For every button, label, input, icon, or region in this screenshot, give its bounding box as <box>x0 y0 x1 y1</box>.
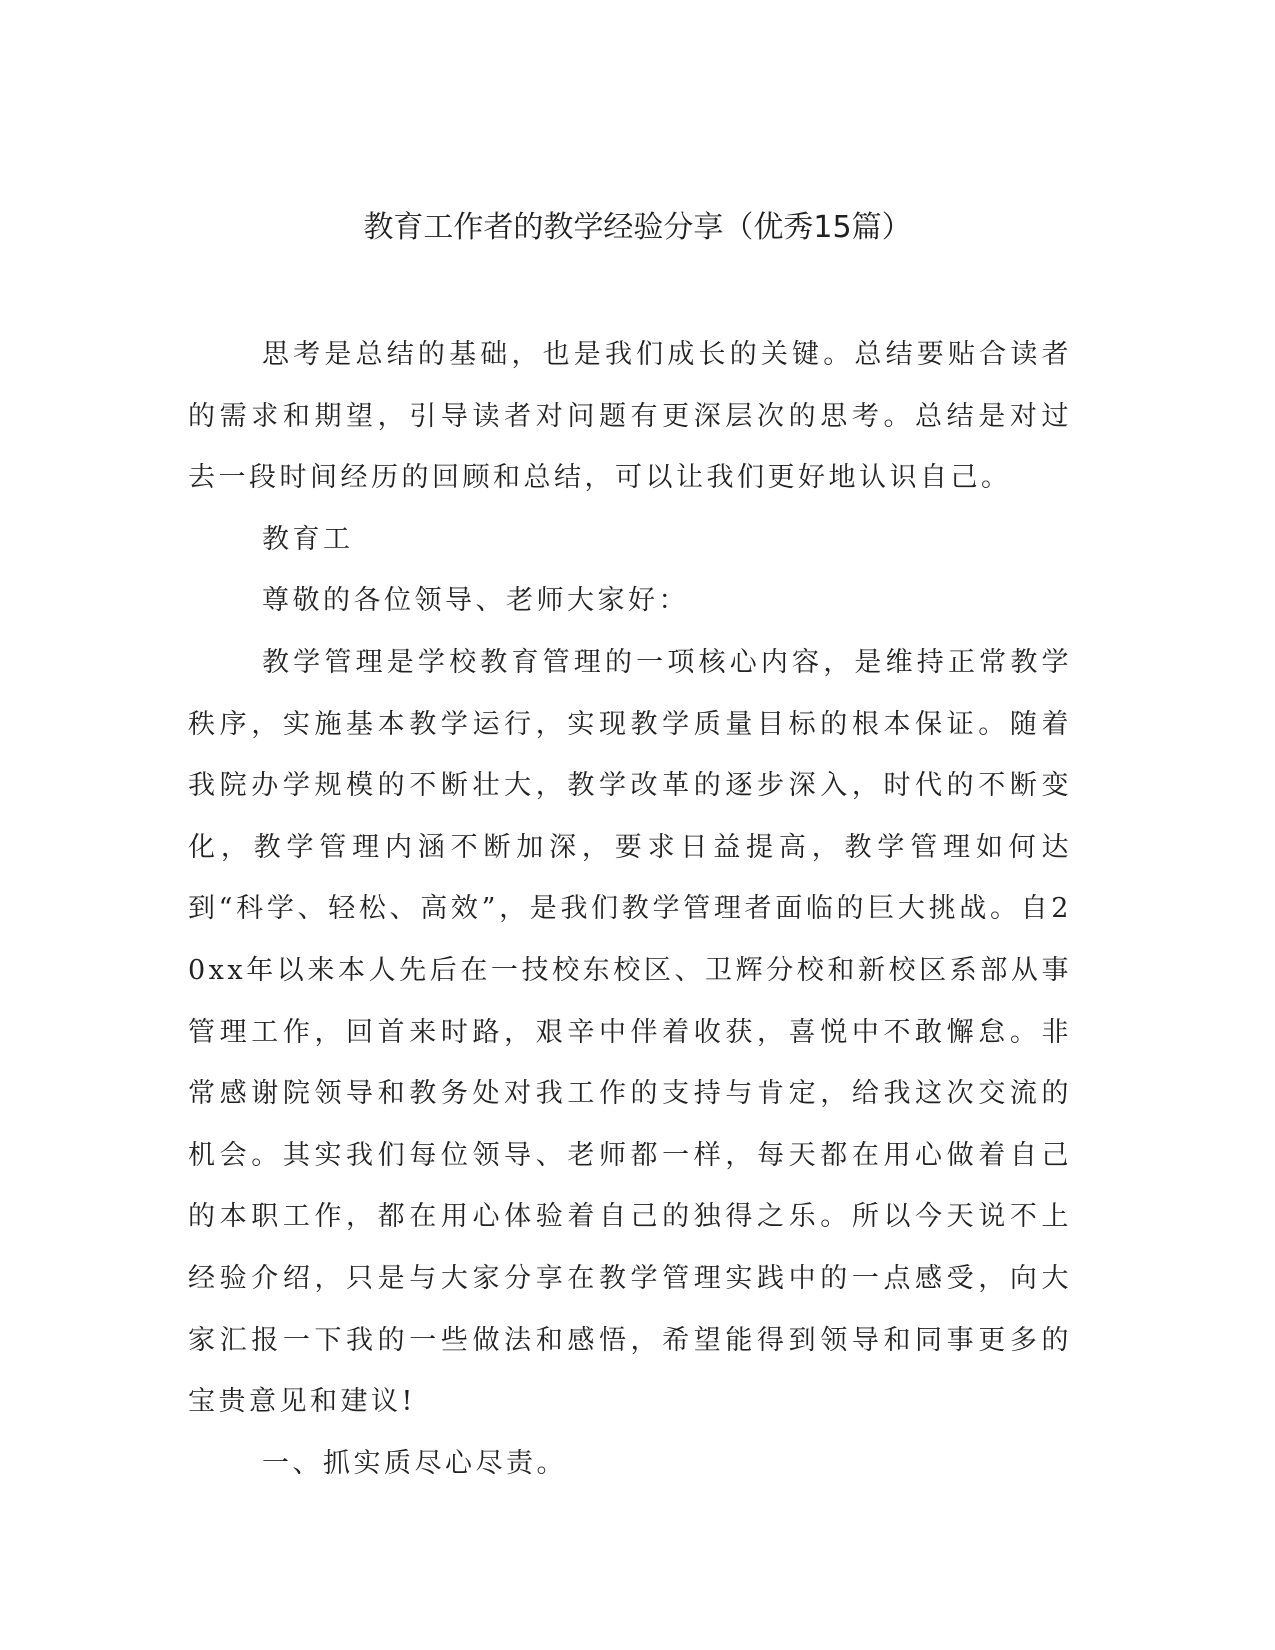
document-body <box>188 324 1072 1494</box>
document-title: 教育工作者的教学经验分享（优秀15篇） <box>363 210 912 245</box>
paragraph-heading-fragment: 教育工 <box>262 523 354 555</box>
paragraph-greeting: 尊敬的各位领导、老师大家好： <box>262 585 689 617</box>
paragraph-section-heading: 一、抓实质尽心尽责。 <box>262 1447 567 1479</box>
paragraph-main: 教学管理是学校教育管理的一项核心内容，是维持正常教学秩序，实施基本教学运行，实现教学质量目标的根本保证。随着我院办学规模的不断壮大，教学改革的逐步深入，时代的不断变化，教学管理内涵不断加深，要求日益提高，教学管理如何达到“科学、轻松、高效”，是我们教学管理者面临的巨大挑战。自20xx年以来本人先后在一技校东校区、卫辉分校和新校区系部从事管理工作，回首来时路，艰辛中伴着收获，喜悦中不敢懈怠。非常感谢院领导和教务处对我工作的支持与肯定，给我这次交流的机会。其实我们每位领导、老师都一样，每天都在用心做着自己的本职工作，都在用心体验着自己的独得之乐。所以今天说不上经验介绍，只是与大家分享在教学管理实践中的一点感受，向大家汇报一下我的一些做法和感悟，希望能得到领导和同事更多的宝贵意见和建议! <box>188 646 1072 1418</box>
paragraph-intro: 思考是总结的基础，也是我们成长的关键。总结要贴合读者的需求和期望，引导读者对问题有更深层次的思考。总结是对过去一段时间经历的回顾和总结，可以让我们更好地认识自己。 <box>188 339 1072 494</box>
